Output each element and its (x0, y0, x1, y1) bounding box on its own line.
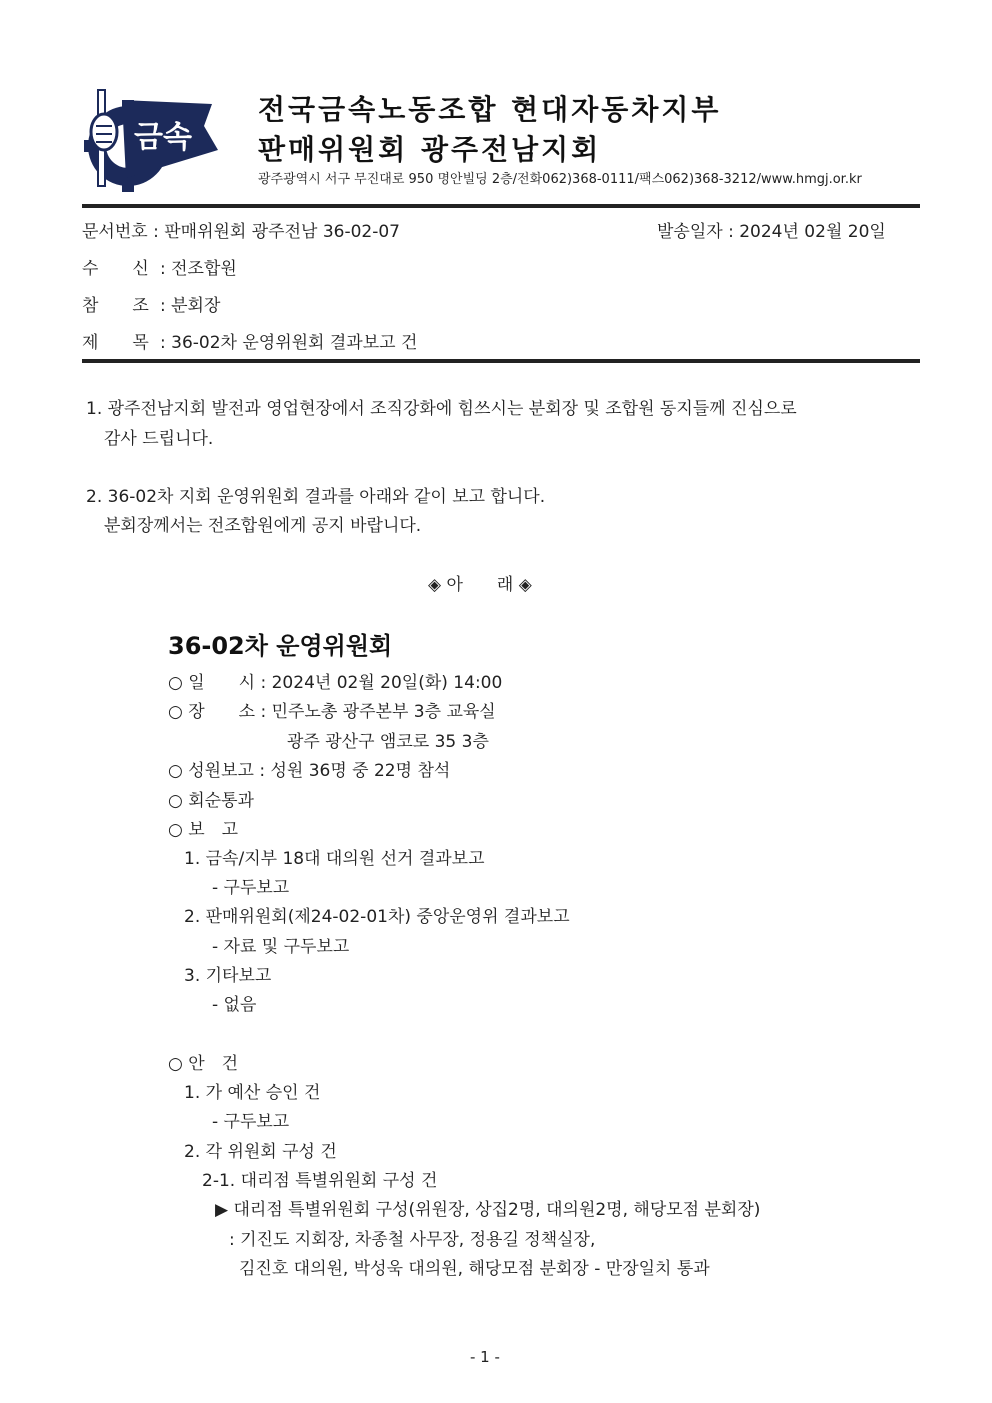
send-date: 발송일자 : 2024년 02월 20일 (657, 222, 886, 242)
agenda-item-2-1: 2-1. 대리점 특별위원회 구성 건 (202, 1171, 438, 1191)
paragraph-2-line-1: 2. 36-02차 지회 운영위원회 결과를 아래와 같이 보고 합니다. (86, 487, 546, 507)
subject-value: : 36-02차 운영위원회 결과보고 건 (160, 333, 418, 353)
paragraph-1-line-1: 1. 광주전남지회 발전과 영업현장에서 조직강화에 힘쓰시는 분회장 및 조합원 동지들께 진심으로 (86, 399, 797, 419)
page-number: - 1 - (470, 1348, 500, 1366)
reports-heading: ○ 보 고 (168, 820, 239, 840)
paragraph-2-line-2: 분회장께서는 전조합원에게 공지 바랍니다. (104, 516, 422, 536)
org-name-line1: 전국금속노동조합 현대자동차지부 (258, 93, 722, 126)
meeting-date: ○ 일 시 : 2024년 02월 20일(화) 14:00 (168, 673, 503, 693)
recipient-label: 수 신 (82, 259, 149, 279)
logo-text: 금속 (134, 120, 192, 155)
report-item-1: 1. 금속/지부 18대 대의원 선거 결과보고 (184, 849, 485, 869)
union-logo (82, 86, 222, 196)
report-item-3-detail: - 없음 (212, 995, 257, 1015)
agenda-heading: ○ 안 건 (168, 1054, 239, 1074)
recipient-value: : 전조합원 (160, 259, 237, 279)
subject-label: 제 목 (82, 333, 149, 353)
doc-number: 문서번호 : 판매위원회 광주전남 36-02-07 (82, 222, 400, 242)
report-item-1-detail: - 구두보고 (212, 878, 290, 898)
committee-members-line-2: 김진호 대의원, 박성욱 대의원, 해당모점 분회장 - 만장일치 통과 (239, 1259, 710, 1279)
agenda-item-1-detail: - 구두보고 (212, 1112, 290, 1132)
quorum-report: ○ 성원보고 : 성원 36명 중 22명 참석 (168, 761, 451, 781)
meeting-title: 36-02차 운영위원회 (168, 632, 393, 660)
agenda-item-1: 1. 가 예산 승인 건 (184, 1083, 321, 1103)
agenda-item-2: 2. 각 위원회 구성 건 (184, 1142, 337, 1162)
committee-composition: ▶ 대리점 특별위원회 구성(위원장, 상집2명, 대의원2명, 해당모점 분회장) (215, 1200, 761, 1220)
header-bottom-rule (82, 359, 920, 363)
report-item-2-detail: - 자료 및 구두보고 (212, 937, 350, 957)
report-item-3: 3. 기타보고 (184, 966, 272, 986)
meeting-place-address: 광주 광산구 앰코로 35 3층 (287, 732, 489, 752)
report-item-2: 2. 판매위원회(제24-02-01차) 중앙운영위 결과보고 (184, 907, 570, 927)
header-top-rule (82, 204, 920, 208)
below-heading: ◈ 아 래 ◈ (428, 575, 532, 595)
meeting-place: ○ 장 소 : 민주노총 광주본부 3층 교육실 (168, 702, 496, 722)
org-name-line2: 판매위원회 광주전남지회 (258, 133, 602, 166)
committee-members-line-1: : 기진도 지회장, 차종철 사무장, 정용길 정책실장, (229, 1230, 596, 1250)
org-address: 광주광역시 서구 무진대로 950 명안빌딩 2층/전화062)368-0111/팩스062)368-3212/www.hmgj.or.kr (258, 172, 862, 187)
cc-value: : 분회장 (160, 296, 221, 316)
paragraph-1-line-2: 감사 드립니다. (104, 429, 214, 449)
cc-label: 참 조 (82, 296, 149, 316)
agenda-approval: ○ 회순통과 (168, 791, 254, 811)
